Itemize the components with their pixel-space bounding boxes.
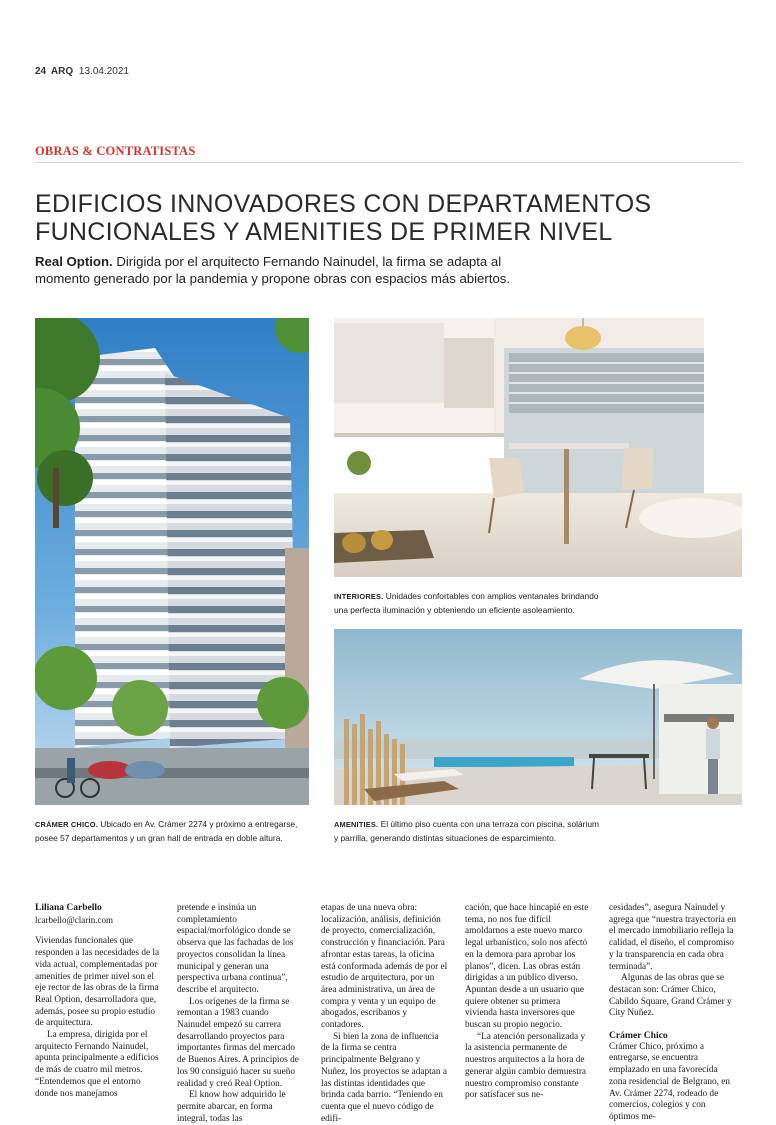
caption-cramer-chico	[35, 818, 330, 844]
caption-cramer-line-1: Ubicado en Av. Crámer 2274 y próximo a entregarse,	[97, 819, 298, 829]
page-number: 24	[35, 66, 47, 77]
body-paragraph: Algunas de las obras que se destacan son: Crámer Chico, Cabildo Square, Grand Crámer y City Nuñez.	[609, 973, 732, 1019]
body-paragraph: cesidades”, asegura Nainudel y agrega que “nuestra trayectoria en el mercado inmobiliario refleja la calidad, el diseño, el compromiso y la transparencia en cada obra terminada”.	[609, 903, 736, 972]
byline-author: Liliana Carbello	[35, 903, 102, 913]
body-paragraph: Los orígenes de la firma se remontan a 1983 cuando Nainudel empezó su carrera desarrollando proyectos para importantes firmas del mercado de Buenos Aires. A principios de los 90 consiguió hacer su sueño realidad y creó Real Option.	[177, 996, 299, 1089]
body-column-1	[35, 903, 163, 1100]
section-kicker: OBRAS & CONTRATISTAS	[35, 144, 196, 158]
kicker-divider	[35, 162, 741, 163]
body-paragraph: etapas de una nueva obra: localización, análisis, definición de proyecto, comercialización, construcción y financiación. Para afrontar estas tareas, la oficina está conformada además de por el estudio de arquitectura, por un área administrativa, un área de compra y venta y un equipo de abogados, escribanos y contadores.	[321, 903, 448, 1031]
headline	[35, 190, 741, 246]
body-paragraph: Si bien la zona de influencia de la firma se centra principalmente Belgrano y Nuñez, los proyectos se adaptan a las distintas identidades que brinda cada barrio. “Teniendo en cuenta que el nuevo código de edifi-	[321, 1031, 447, 1124]
caption-interiores-line-1: Unidades confortables con amplios ventanales brindando	[383, 591, 599, 601]
body-column-4	[465, 903, 593, 1102]
deck-lead: Real Option.	[35, 254, 113, 269]
caption-interiores-line-2: una perfecta iluminación y obteniendo un eficiente asoleamiento.	[334, 604, 575, 615]
body-column-2	[177, 903, 305, 1125]
issue-date: 13.04.2021	[78, 66, 129, 77]
body-paragraph: Viviendas funcionales que responden a las necesidades de la vida actual, complementadas por amenities de primer nivel son el eje rector de las obras de la firma Real Option, desarrolladora que, además, posee su propio estudio de arquitectura.	[35, 936, 160, 1029]
body-paragraph: La empresa, dirigida por el arquitecto Fernando Nainudel, apunta principalmente a edificios de más de cuatro mil metros. “Entendemos que el entorno donde nos manejamos	[35, 1030, 159, 1099]
interior-photo	[334, 318, 742, 577]
body-paragraph: El know how adquirido le permite abarcar, en forma integral, todas las	[177, 1090, 286, 1124]
body-paragraph: “La atención personalizada y la asistencia permanente de nuestros arquitectos a la hora de generar algún cambio demuestra nuestro compromiso constante por satisfacer sus ne-	[465, 1031, 587, 1101]
caption-amenities-line-2: y parrilla, generando distintas situaciones de esparcimiento.	[334, 832, 557, 843]
body-paragraph: pretende e insinúa un completamiento espacial/morfológico donde se observa que las fachadas de los proyectos consolidan la línea municipal y generan una perspectiva urbana continua”, describe el arquitecto.	[177, 903, 294, 995]
terrace-photo	[334, 629, 742, 805]
caption-cramer-line-2: posee 57 departamentos y un gran hall de entrada en doble altura.	[35, 832, 283, 843]
caption-amenities-label: AMENITIES.	[334, 820, 379, 829]
caption-cramer-label: CRÁMER CHICO.	[35, 820, 98, 829]
byline-email: lcarbello@clarin.com	[35, 914, 114, 925]
body-column-3	[321, 903, 449, 1125]
headline-line-1: EDIFICIOS INNOVADORES CON DEPARTAMENTOS	[35, 190, 652, 218]
deck-line-2: momento generado por la pandemia y propone obras con espacios más abiertos.	[35, 271, 511, 286]
deck-line-1: Dirigida por el arquitecto Fernando Nainudel, la firma se adapta al	[112, 254, 502, 269]
body-paragraph: Crámer Chico, próximo a entregarse, se encuentra emplazado en una favorecida zona residencial de Belgrano, en Av. Crámer 2274, rodeado de comercios, colegios y con óptimos me-	[609, 1041, 731, 1122]
building-photo	[35, 318, 309, 805]
headline-line-2: FUNCIONALES Y AMENITIES DE PRIMER NIVEL	[35, 218, 613, 246]
deck	[35, 253, 741, 287]
section-name: ARQ	[50, 66, 74, 77]
body-column-5	[609, 903, 737, 1124]
body-paragraph: cación, que hace hincapié en este tema, no nos fue difícil amoldarnos a este nuevo marco legal urbanístico, solo nos afectó en la demora para aprobar los planos”, dicen. Las obras están dirigidas a un público diverso. Apuntan desde a un usuario que quiere obtener su primera vivienda hasta inversores que buscan su propio negocio.	[465, 903, 589, 1031]
caption-amenities-line-1: El último piso cuenta con una terraza con piscina, solárium	[378, 819, 599, 829]
caption-interiores	[334, 590, 742, 616]
subheading-cramer-chico: Crámer Chico	[609, 1030, 668, 1042]
page-folio	[35, 66, 129, 77]
caption-interiores-label: INTERIORES.	[334, 592, 384, 601]
caption-amenities	[334, 818, 742, 844]
